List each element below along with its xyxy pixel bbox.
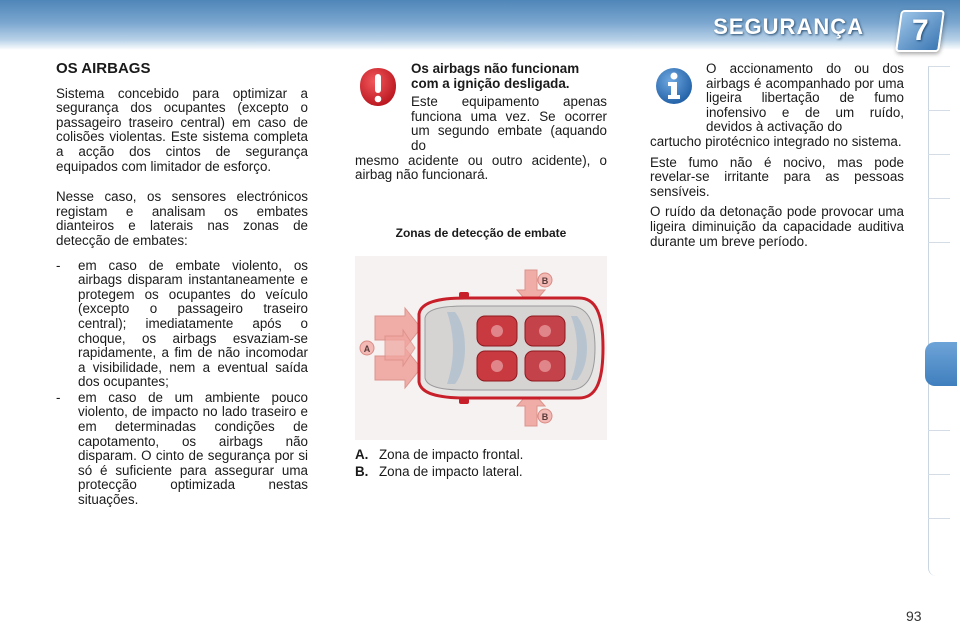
chapter-side-tabs <box>928 66 950 576</box>
list-item <box>56 259 308 390</box>
intro-paragraph: Sistema concebido para optimizar a segurança dos ocupantes (excepto o passageiro traseiro central) em caso de colisões violentas. Este sistema completa a acção dos cintos de segurança equipados com limitador de esforço. <box>56 85 308 174</box>
car-top-view <box>419 292 603 404</box>
legend-text: Zona de impacto frontal. <box>379 447 524 462</box>
warning-heading: Os airbags não funcionam com a ignição desligada. <box>411 61 580 91</box>
chapter-number: 7 <box>911 14 929 47</box>
legend-key: A. <box>355 447 369 462</box>
side-tab[interactable] <box>928 474 950 518</box>
svg-text:B: B <box>541 412 549 422</box>
chapter-number-badge <box>895 10 945 52</box>
zones-legend <box>355 446 607 480</box>
zone-b-label-top <box>538 273 552 287</box>
airbags-column <box>56 62 308 509</box>
bullet-list <box>56 259 308 508</box>
side-tab[interactable] <box>928 66 950 110</box>
side-tab[interactable] <box>928 518 950 562</box>
side-tab[interactable] <box>928 110 950 154</box>
warning-column <box>355 62 607 183</box>
page-number: 93 <box>906 608 922 624</box>
section-title: OS AIRBAGS <box>56 60 151 77</box>
chapter-title: SEGURANÇA <box>713 14 864 39</box>
zones-title: Zonas de detecção de embate <box>395 226 567 240</box>
side-tab[interactable] <box>928 430 950 474</box>
sensors-paragraph: Nesse caso, os sensores electrónicos registam e analisam os embates dianteiros e laterais nas zonas de detecção de embates: <box>56 189 308 248</box>
side-tab[interactable] <box>928 154 950 198</box>
info-paragraph-1 <box>650 62 904 150</box>
bullet-dash: - <box>56 389 61 405</box>
info-paragraph-2: Este fumo não é nocivo, mas pode revelar-se irritante para as pessoas sensíveis. <box>650 154 904 199</box>
side-tab[interactable] <box>928 242 950 286</box>
list-item <box>56 391 308 508</box>
side-tab[interactable] <box>928 198 950 242</box>
warning-text <box>355 95 607 183</box>
page-header <box>0 0 960 50</box>
info-paragraph-3: O ruído da detonação pode provocar uma ligeira diminuição da capacidade auditiva durante um breve período. <box>650 204 904 249</box>
svg-text:B: B <box>541 276 549 286</box>
info-p1-start: O accionamento do ou dos airbags é acompanhado por uma ligeira libertação de fumo inofensivo e de um ruído, devidos à activação do <box>706 61 904 135</box>
legend-text: Zona de impacto lateral. <box>379 464 523 479</box>
legend-row <box>355 463 607 480</box>
warning-text-start: Este equipamento apenas funciona uma vez. Se ocorrer um segundo embate (aquando do <box>411 94 607 153</box>
bullet-text: em caso de embate violento, os airbags disparam instantaneamente e protegem os ocupantes do veículo (excepto o passageiro traseiro central); imediatamente após o choque, os airbags esvaziam-se rapidamente, a fim de não incomodar a visibilidade, nem a eventual saída dos ocupantes; <box>78 257 308 390</box>
legend-row <box>355 446 607 463</box>
legend-key: B. <box>355 464 369 479</box>
crash-zones-diagram <box>355 256 607 440</box>
zone-b-label-bottom <box>538 409 552 423</box>
svg-text:A: A <box>363 344 371 354</box>
bullet-text: em caso de um ambiente pouco violento, de impacto no lado traseiro e em determinadas condições de capotamento, os airbags não disparam. O cinto de segurança por si só é suficiente para assegurar uma protecção optimizada nestas situações. <box>78 389 308 508</box>
info-p1-end: cartucho pirotécnico integrado no sistema. <box>650 133 902 149</box>
side-tab-active[interactable] <box>925 342 957 386</box>
warning-text-end: mesmo acidente ou outro acidente), o airbag não funcionará. <box>355 152 607 183</box>
bullet-dash: - <box>56 257 61 273</box>
zone-a-label <box>360 341 374 355</box>
info-column <box>650 62 904 249</box>
